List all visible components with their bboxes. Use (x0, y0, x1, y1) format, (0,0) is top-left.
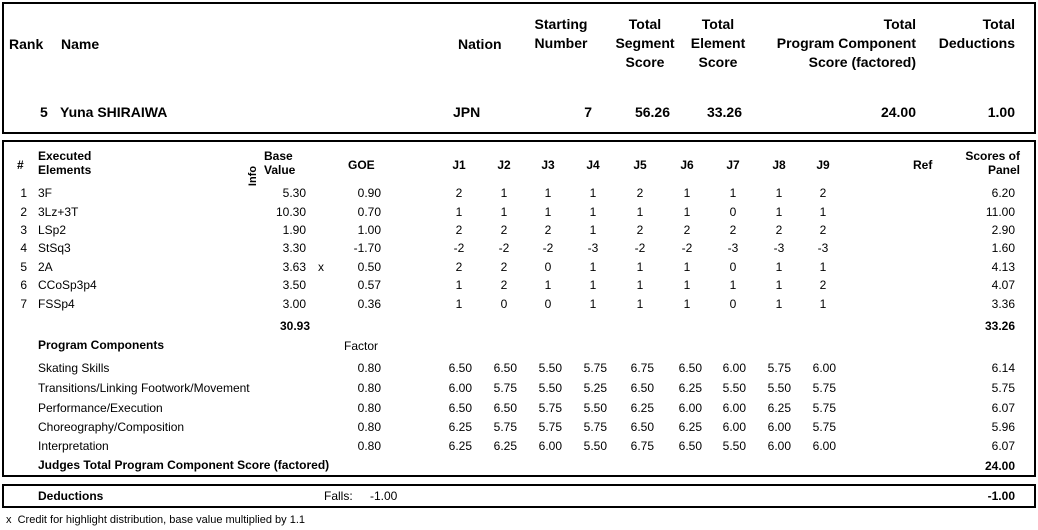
judge-header-8: J8 (772, 158, 786, 172)
element-base-value: 3.63 (282, 260, 306, 274)
component-judge-score: 6.00 (722, 361, 746, 375)
col-base-value-header: Base Value (264, 149, 296, 177)
element-judge-score: 1 (683, 297, 691, 311)
deductions-label: Deductions (38, 489, 104, 503)
component-judge-score: 5.50 (583, 401, 607, 415)
component-panel-score: 6.07 (991, 439, 1015, 453)
element-judge-score: 1 (589, 223, 597, 237)
element-judge-score: 1 (589, 297, 597, 311)
element-judge-score: 1 (589, 260, 597, 274)
element-judge-score: 1 (589, 278, 597, 292)
element-goe: 0.70 (357, 205, 381, 219)
component-judge-score: 6.25 (448, 420, 472, 434)
skater-nation: JPN (453, 104, 481, 120)
element-judge-score: 1 (455, 297, 463, 311)
component-judge-score: 5.50 (538, 361, 562, 375)
component-judge-score: 6.00 (678, 401, 702, 415)
component-judge-score: 5.75 (538, 420, 562, 434)
element-judge-score: 1 (819, 205, 827, 219)
component-panel-score: 6.14 (991, 361, 1015, 375)
element-judge-score: 1 (589, 205, 597, 219)
elements-panel-total: 33.26 (984, 319, 1015, 333)
element-judge-score: 0 (544, 260, 552, 274)
element-number: 6 (20, 278, 27, 292)
element-judge-score: 0 (729, 297, 737, 311)
header-rank: Rank (9, 36, 44, 52)
element-goe: -1.70 (353, 241, 381, 255)
element-name: 3Lz+3T (38, 205, 79, 219)
component-judge-score: 6.50 (678, 361, 702, 375)
header-name: Name (61, 36, 100, 52)
component-panel-score: 5.75 (991, 381, 1015, 395)
component-judge-score: 5.50 (722, 381, 746, 395)
component-name: Performance/Execution (38, 401, 163, 415)
component-judge-score: 6.00 (812, 439, 836, 453)
col-ref-header: Ref (913, 158, 933, 172)
element-judge-score: 1 (544, 205, 552, 219)
element-base-value: 3.30 (282, 241, 306, 255)
element-judge-score: 1 (636, 297, 644, 311)
element-panel-score: 11.00 (985, 205, 1015, 219)
element-judge-score: 1 (500, 186, 508, 200)
col-info-header: Info (247, 165, 260, 187)
component-judge-score: 5.50 (722, 439, 746, 453)
header-starting-number: Starting Number (534, 16, 588, 51)
element-name: 3F (38, 186, 53, 200)
component-judge-score: 5.75 (812, 420, 836, 434)
element-panel-score: 1.60 (991, 241, 1015, 255)
component-name: Choreography/Composition (38, 420, 185, 434)
element-judge-score: 0 (500, 297, 508, 311)
element-judge-score: 0 (729, 260, 737, 274)
component-judge-score: 6.50 (448, 401, 472, 415)
element-panel-score: 4.13 (991, 260, 1015, 274)
element-panel-score: 4.07 (991, 278, 1015, 292)
element-judge-score: 1 (729, 278, 737, 292)
component-factor: 0.80 (357, 439, 381, 453)
element-judge-score: 2 (819, 223, 827, 237)
component-judge-score: 5.25 (583, 381, 607, 395)
element-name: LSp2 (38, 223, 67, 237)
element-base-value: 1.90 (282, 223, 306, 237)
pc-total-value: 24.00 (984, 459, 1015, 473)
judge-header-6: J6 (680, 158, 694, 172)
element-judge-score: -2 (681, 241, 693, 255)
component-factor: 0.80 (357, 401, 381, 415)
falls-label: Falls: (324, 489, 353, 503)
component-judge-score: 6.50 (493, 361, 517, 375)
element-judge-score: 1 (775, 260, 783, 274)
element-judge-score: 1 (500, 205, 508, 219)
judge-header-3: J3 (541, 158, 555, 172)
element-judge-score: -2 (498, 241, 510, 255)
element-judge-score: 1 (683, 205, 691, 219)
element-judge-score: 2 (500, 278, 508, 292)
element-base-value: 10.30 (275, 205, 306, 219)
element-judge-score: -2 (453, 241, 465, 255)
component-judge-score: 6.00 (722, 401, 746, 415)
component-judge-score: 6.50 (630, 381, 654, 395)
header-total-deductions: Total Deductions (938, 16, 1015, 51)
element-judge-score: 2 (544, 223, 552, 237)
element-name: FSSp4 (38, 297, 75, 311)
header-total-segment-score: Total Segment Score (615, 16, 675, 70)
col-num-header: # (17, 158, 24, 172)
component-judge-score: 5.75 (767, 361, 791, 375)
component-judge-score: 6.25 (630, 401, 654, 415)
element-judge-score: 1 (544, 186, 552, 200)
component-judge-score: 6.00 (448, 381, 472, 395)
component-judge-score: 6.75 (630, 439, 654, 453)
element-panel-score: 2.90 (991, 223, 1015, 237)
element-judge-score: 1 (775, 278, 783, 292)
element-judge-score: 1 (683, 260, 691, 274)
element-judge-score: 2 (729, 223, 737, 237)
component-judge-score: 6.25 (448, 439, 472, 453)
judge-header-5: J5 (633, 158, 647, 172)
component-judge-score: 6.25 (678, 420, 702, 434)
element-judge-score: 2 (775, 223, 783, 237)
element-goe: 0.36 (357, 297, 381, 311)
deductions-total: -1.00 (987, 489, 1015, 503)
component-name: Skating Skills (38, 361, 110, 375)
element-base-value: 5.30 (282, 186, 306, 200)
component-judge-score: 6.00 (767, 420, 791, 434)
element-judge-score: 1 (729, 186, 737, 200)
element-judge-score: 0 (544, 297, 552, 311)
judge-header-4: J4 (586, 158, 600, 172)
footnote: x Credit for highlight distribution, base value multiplied by 1.1 (6, 514, 305, 526)
element-judge-score: 1 (455, 278, 463, 292)
judge-header-9: J9 (816, 158, 830, 172)
component-judge-score: 6.25 (678, 381, 702, 395)
factor-header: Factor (344, 339, 379, 353)
element-number: 2 (20, 205, 27, 219)
element-judge-score: 0 (729, 205, 737, 219)
component-judge-score: 5.75 (538, 401, 562, 415)
element-number: 4 (20, 241, 27, 255)
element-judge-score: -2 (542, 241, 554, 255)
element-judge-score: 1 (819, 297, 827, 311)
element-judge-score: 1 (589, 186, 597, 200)
skater-rank: 5 (40, 104, 48, 120)
header-total-element-score: Total Element Score (690, 16, 746, 70)
falls-value: -1.00 (370, 489, 398, 503)
element-judge-score: 2 (455, 223, 463, 237)
component-panel-score: 6.07 (991, 401, 1015, 415)
element-goe: 0.57 (357, 278, 381, 292)
skater-starting-number: 7 (584, 104, 592, 120)
program-components-title: Program Components (38, 338, 165, 352)
element-judge-score: 1 (636, 278, 644, 292)
component-judge-score: 6.50 (448, 361, 472, 375)
element-goe: 1.00 (357, 223, 381, 237)
component-judge-score: 5.50 (767, 381, 791, 395)
element-number: 7 (20, 297, 27, 311)
col-goe-header: GOE (348, 158, 375, 172)
element-judge-score: -3 (727, 241, 739, 255)
element-info: x (318, 260, 324, 274)
element-judge-score: -3 (817, 241, 829, 255)
skater-total-segment-score: 56.26 (634, 104, 670, 120)
judge-header-1: J1 (452, 158, 466, 172)
pc-total-label: Judges Total Program Component Score (factored) (38, 458, 330, 472)
element-judge-score: 2 (636, 223, 644, 237)
header-nation: Nation (458, 36, 502, 52)
element-panel-score: 6.20 (991, 186, 1015, 200)
component-name: Transitions/Linking Footwork/Movement (38, 381, 250, 395)
component-judge-score: 6.00 (722, 420, 746, 434)
component-judge-score: 6.75 (630, 361, 654, 375)
component-judge-score: 5.75 (583, 420, 607, 434)
element-judge-score: 1 (636, 205, 644, 219)
element-goe: 0.90 (357, 186, 381, 200)
component-judge-score: 6.50 (630, 420, 654, 434)
skater-total-deductions: 1.00 (987, 104, 1015, 120)
component-judge-score: 6.00 (812, 361, 836, 375)
col-scores-of-panel-header: Scores of Panel (965, 149, 1020, 177)
element-judge-score: 2 (819, 186, 827, 200)
component-judge-score: 6.25 (767, 401, 791, 415)
component-judge-score: 5.75 (583, 361, 607, 375)
header-total-program-component-score: Total Program Component Score (factored) (776, 16, 916, 70)
element-goe: 0.50 (357, 260, 381, 274)
element-judge-score: 1 (775, 186, 783, 200)
element-name: StSq3 (38, 241, 71, 255)
skater-total-element-score: 33.26 (706, 104, 742, 120)
judge-header-7: J7 (726, 158, 740, 172)
skater-name: Yuna SHIRAIWA (60, 104, 168, 120)
component-judge-score: 5.50 (583, 439, 607, 453)
element-number: 3 (20, 223, 27, 237)
element-judge-score: 1 (544, 278, 552, 292)
element-judge-score: 1 (636, 260, 644, 274)
component-factor: 0.80 (357, 381, 381, 395)
element-base-value: 3.50 (282, 278, 306, 292)
element-judge-score: 2 (636, 186, 644, 200)
element-judge-score: -2 (634, 241, 646, 255)
element-judge-score: 2 (683, 223, 691, 237)
skater-total-program-component-score: 24.00 (880, 104, 916, 120)
component-judge-score: 6.50 (493, 401, 517, 415)
col-executed-elements-header: Executed Elements (38, 149, 92, 177)
element-judge-score: 2 (500, 223, 508, 237)
element-judge-score: -3 (587, 241, 599, 255)
element-number: 1 (20, 186, 27, 200)
element-judge-score: 1 (683, 278, 691, 292)
component-judge-score: 6.00 (767, 439, 791, 453)
element-base-value: 3.00 (282, 297, 306, 311)
element-judge-score: 1 (683, 186, 691, 200)
element-panel-score: 3.36 (991, 297, 1015, 311)
element-judge-score: 1 (775, 205, 783, 219)
component-judge-score: 6.25 (493, 439, 517, 453)
deductions-box (2, 484, 1036, 508)
component-judge-score: 5.75 (812, 381, 836, 395)
elements-base-total: 30.93 (279, 319, 310, 333)
element-number: 5 (20, 260, 27, 274)
component-name: Interpretation (38, 439, 109, 453)
component-panel-score: 5.96 (991, 420, 1015, 434)
component-judge-score: 6.00 (538, 439, 562, 453)
component-judge-score: 5.50 (538, 381, 562, 395)
component-judge-score: 6.50 (678, 439, 702, 453)
element-name: CCoSp3p4 (38, 278, 97, 292)
element-name: 2A (38, 260, 53, 274)
element-judge-score: 2 (455, 186, 463, 200)
element-judge-score: 2 (500, 260, 508, 274)
component-judge-score: 5.75 (812, 401, 836, 415)
element-judge-score: 1 (775, 297, 783, 311)
element-judge-score: 1 (455, 205, 463, 219)
element-judge-score: 2 (455, 260, 463, 274)
component-factor: 0.80 (357, 361, 381, 375)
component-judge-score: 5.75 (493, 381, 517, 395)
element-judge-score: 2 (819, 278, 827, 292)
judge-header-2: J2 (497, 158, 511, 172)
component-judge-score: 5.75 (493, 420, 517, 434)
component-factor: 0.80 (357, 420, 381, 434)
element-judge-score: -3 (773, 241, 785, 255)
element-judge-score: 1 (819, 260, 827, 274)
